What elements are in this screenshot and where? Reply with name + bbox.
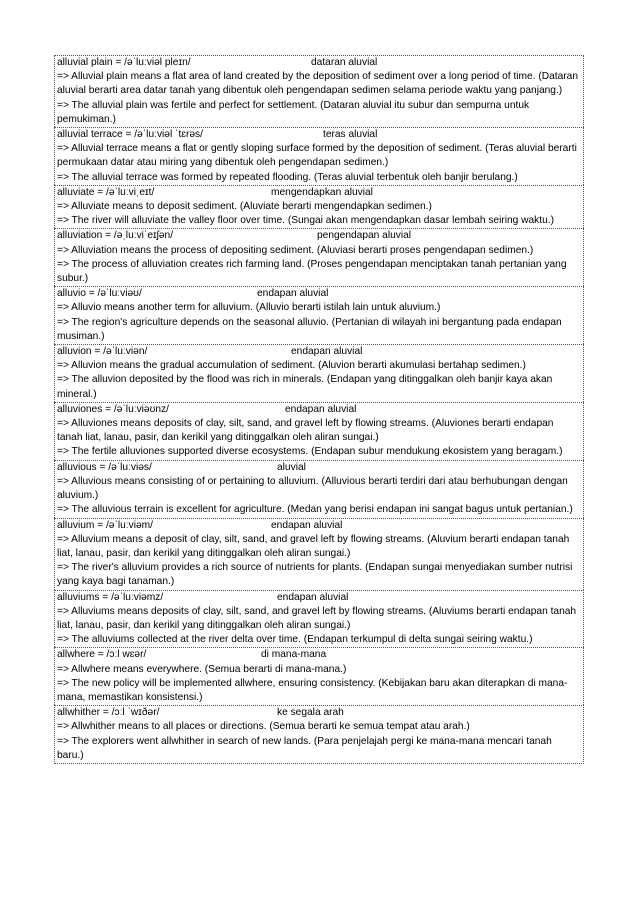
glossary-entry xyxy=(54,647,584,705)
entry-term: alluvium = /əˈluːviəm/ xyxy=(57,519,153,531)
entry-term: alluviation = /əˌluːviˈeɪʃən/ xyxy=(57,230,174,242)
glossary-entry xyxy=(54,127,584,185)
entry-example: => The alluvious terrain is excellent for agriculture. (Medan yang berisi endapan ini sangat bagus untuk pertanian.) xyxy=(57,504,573,516)
entry-definition: => Allwhere means everywhere. (Semua berarti di mana-mana.) xyxy=(57,663,347,675)
entry-term: alluvial plain = /əˈluːviəl pleɪn/ xyxy=(57,57,191,68)
entry-definition: => Alluviation means the process of depositing sediment. (Aluviasi berarti proses pengendapan sedimen.) xyxy=(57,244,534,256)
entry-header xyxy=(57,345,580,359)
entry-translation: endapan aluvial xyxy=(257,288,329,300)
glossary-entry xyxy=(54,286,584,344)
entry-term: alluvial terrace = /əˈluːviəl ˈtɛrəs/ xyxy=(57,129,203,141)
entry-term: alluvio = /əˈluːviəʊ/ xyxy=(57,288,142,300)
entry-definition: => Alluviate means to deposit sediment. (Aluviate berarti mengendapkan sedimen.) xyxy=(57,201,432,213)
glossary-entry xyxy=(54,590,584,648)
entry-example: => The river will alluviate the valley floor over time. (Sungai akan mengendapkan dasar lembah seiring waktu.) xyxy=(57,215,554,227)
glossary-entry xyxy=(54,402,584,460)
entry-header xyxy=(57,648,580,662)
entry-translation: pengendapan aluvial xyxy=(317,230,412,242)
entry-term: alluviums = /əˈluːviəmz/ xyxy=(57,591,164,603)
entry-header xyxy=(57,706,580,720)
entry-translation: mengendapkan aluvial xyxy=(271,186,373,198)
entry-example: => The fertile alluviones supported diverse ecosystems. (Endapan subur mendukung ekosistem yang beragam.) xyxy=(57,446,563,458)
entry-definition: => Alluviones means deposits of clay, silt, sand, and gravel left by flowing streams. (Aluviones berarti endapan tanah liat, lanau, pasir, dan kerikil yang ditinggalkan oleh aliran sungai.) xyxy=(57,418,554,444)
entry-term: alluvion = /əˈluːviən/ xyxy=(57,346,148,358)
entry-translation: endapan aluvial xyxy=(277,591,349,603)
entry-translation: aluvial xyxy=(277,461,306,473)
entry-header xyxy=(57,591,580,605)
glossary-entry xyxy=(54,55,584,127)
entry-term: alluviones = /əˈluːviəʊnz/ xyxy=(57,403,169,415)
entry-example: => The explorers went allwhither in search of new lands. (Para penjelajah pergi ke mana-mana mencari tanah baru.) xyxy=(57,735,552,761)
entry-term: allwhere = /ɔːl wɛər/ xyxy=(57,649,147,661)
entry-example: => The river's alluvium provides a rich source of nutrients for plants. (Endapan sungai menyediakan sumber nutrisi yang kaya bagi tanaman.) xyxy=(57,562,573,588)
entry-definition: => Alluvion means the gradual accumulation of sediment. (Aluvion berarti akumulasi bertahap sedimen.) xyxy=(57,360,526,372)
entry-header xyxy=(57,186,580,200)
entry-header xyxy=(57,519,580,533)
entry-definition: => Alluvious means consisting of or pertaining to alluvium. (Alluvious berarti terdiri dari atau berhubungan dengan aluvium.) xyxy=(57,475,568,502)
entry-example: => The alluvion deposited by the flood was rich in minerals. (Endapan yang ditinggalkan oleh banjir kaya akan mineral.) xyxy=(57,374,553,400)
entry-definition: => Allwhither means to all places or directions. (Semua berarti ke semua tempat atau arah.) xyxy=(57,721,470,733)
entry-definition: => Alluvial terrace means a flat or gently sloping surface formed by the deposition of sediment. (Teras aluvial berarti permukaan datar atau miring yang dibentuk oleh pengendapan sedimen.) xyxy=(57,143,577,169)
entry-example: => The alluvial plain was fertile and perfect for settlement. (Dataran aluvial itu subur dan sempurna untuk pemukiman.) xyxy=(57,99,530,125)
entry-term: alluviate = /əˈluːviˌeɪt/ xyxy=(57,186,155,198)
entry-definition: => Alluvium means a deposit of clay, silt, sand, and gravel left by flowing streams. (Aluvium berarti endapan tanah liat, lanau, pasir, dan kerikil yang ditinggalkan oleh aliran sungai.) xyxy=(57,533,570,559)
entry-translation: di mana-mana xyxy=(261,649,327,661)
entry-header xyxy=(57,56,580,70)
entry-translation: dataran aluvial xyxy=(311,57,378,68)
entry-definition: => Alluviums means deposits of clay, silt, sand, and gravel left by flowing streams. (Aluviums berarti endapan tanah liat, lanau, pasir, dan kerikil yang ditinggalkan oleh aliran sungai.) xyxy=(57,605,577,631)
entry-translation: teras aluvial xyxy=(323,129,378,141)
entry-example: => The region's agriculture depends on the seasonal alluvio. (Pertanian di wilayah ini bergantung pada endapan musiman.) xyxy=(57,316,562,342)
entry-header xyxy=(57,229,580,243)
glossary-entry xyxy=(54,518,584,590)
entry-translation: ke segala arah xyxy=(277,707,344,719)
entry-header xyxy=(57,128,580,142)
glossary-entry xyxy=(54,705,584,764)
entry-translation: endapan aluvial xyxy=(271,519,343,531)
entry-example: => The new policy will be implemented allwhere, ensuring consistency. (Kebijakan baru akan diterapkan di mana-mana, memastikan konsistensi.) xyxy=(57,677,568,703)
glossary-entry xyxy=(54,228,584,286)
entry-header xyxy=(57,403,580,417)
entry-translation: endapan aluvial xyxy=(291,346,363,358)
entry-header xyxy=(57,287,580,301)
glossary-entry xyxy=(54,460,584,518)
entry-example: => The process of alluviation creates rich farming land. (Proses pengendapan menciptakan tanah pertanian yang subur.) xyxy=(57,258,567,285)
glossary-page xyxy=(54,55,584,764)
glossary-entry xyxy=(54,185,584,229)
glossary-entry xyxy=(54,344,584,402)
entry-term: allwhither = /ɔːl ˈwɪðər/ xyxy=(57,707,160,719)
entry-definition: => Alluvial plain means a flat area of land created by the deposition of sediment over a long period of time. (Dataran aluvial berarti area datar tanah yang dibentuk oleh pengendapan sedimen selama periode waktu yang panjang.) xyxy=(57,71,579,97)
entry-example: => The alluviums collected at the river delta over time. (Endapan terkumpul di delta sungai seiring waktu.) xyxy=(57,634,533,646)
entry-translation: endapan aluvial xyxy=(285,403,357,415)
entry-term: alluvious = /əˈluːviəs/ xyxy=(57,461,152,473)
entry-definition: => Alluvio means another term for alluvium. (Alluvio berarti istilah lain untuk aluvium.) xyxy=(57,302,441,314)
entry-example: => The alluvial terrace was formed by repeated flooding. (Teras aluvial terbentuk oleh banjir berulang.) xyxy=(57,171,518,183)
entry-header xyxy=(57,461,580,475)
